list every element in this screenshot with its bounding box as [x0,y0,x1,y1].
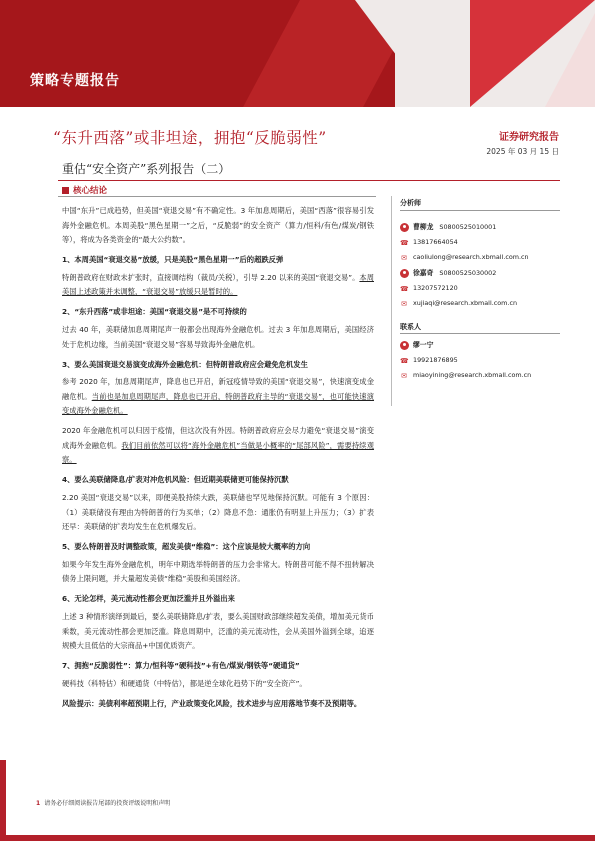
summary-intro: 中国“东升”已成趋势，但美国“衰退交易”有不确定性。3 年加息周期后，美国“西落”很容易引发海外金融危机。本周美股“黑色星期一”之后，“反脆弱”的安全资产（算力/恒科/有色/煤炭/钢铁等），将成为各类资金的“最大公约数”。 [62,206,374,245]
header-banner [0,0,595,107]
summary-item-heading: 1、本周美国“衰退交易”放缓，只是美股“黑色星期一”后的超跌反弹 [62,255,284,265]
summary-item-heading: 7、拥抱“反脆弱性”：算力/恒科等“硬科技”+有色/煤炭/钢铁等“硬通货” [62,661,300,671]
email-address[interactable]: xujiaqi@research.xbmall.com.cn [413,299,518,307]
page-title: “东升西落”或非坦途，拥抱“反脆弱性” [53,129,327,147]
email-icon: ✉ [401,253,407,262]
summary-heading: 核心结论 [62,184,107,196]
summary-item-6: 6、无论怎样，美元流动性都会更加泛滥并且外溢出来 上述 3 种情形演绎到最后，要么美联储降息/扩表，要么美国财政部继续超发美债，增加美元货币乘数，美元流动性都会更加泛滥。降息周期中，泛滥的美元流动性，会从美国外溢到全球，追逐规模大且低估的大宗商品+中国优质资产。 [62,594,374,651]
email-icon: ✉ [401,299,407,308]
avatar [400,341,409,350]
summary-item-heading: 2、“东升西落”或非坦途：美国“衰退交易”是不可持续的 [62,307,247,317]
cert-number: S0800525010001 [439,223,497,231]
summary-item-heading: 4、要么美联储降息/扩表对冲危机风险：但近期美联储更可能保持沉默 [62,475,289,485]
phone-icon: ☎ [400,238,409,247]
contact-card: 缪一宁 ☎ 19921876895 ✉ miaoyining@research.xbmall.com.cn [400,341,532,380]
contacts-label: 联系人 [400,323,421,331]
phone-number: 19921876895 [413,356,458,364]
page-number: 1 [36,800,41,807]
phone-icon: ☎ [400,284,409,293]
email-icon: ✉ [401,371,407,380]
title-divider [58,180,560,181]
summary-item-heading: 5、要么特朗普及时调整政策，超发美债“维稳”：这个应该是较大概率的方向 [62,542,311,552]
analysts-label: 分析师 [400,199,421,207]
summary-item-2: 2、“东升西落”或非坦途：美国“衰退交易”是不可持续的 过去 40 年，美联储加息周期尾声一般都会出现海外金融危机。过去 3 年加息周期后，美国经济处于危机边缘，当前美国“衰退交易”容易导致海外金融危机。 [62,307,374,349]
phone-number: 13207572120 [413,284,458,292]
risk-warning: 风险提示：美债利率超预期上行，产业政策变化风险，技术进步与应用落地节奏不及预期等。 [62,698,362,708]
document-type: 证券研究报告 [499,132,559,143]
page-subtitle: 重估“安全资产”系列报告（二） [62,162,231,176]
summary-item-heading: 3、要么美国衰退交易演变成海外金融危机：但特朗普政府应会避免危机发生 [62,359,308,369]
disclaimer-note: 请务必仔细阅读报告尾部的投资评级说明和声明 [44,800,171,807]
cert-number: S0800525030002 [439,269,497,277]
phone-number: 13817664054 [413,238,458,246]
report-date: 2025 年 03 月 15 日 [486,147,559,156]
summary-item-4: 4、要么美联储降息/扩表对冲危机风险：但近期美联储更可能保持沉默 2.20 美国“衰退交易”以来，即便美股持续大跌，美联储也罕见地保持沉默。可能有 3 个原因：（1）美联储没有理由为特朗普的行为买单；（2）降息不急：通胀仍有明显上升压力；（3）扩表还早：美联储的扩表均发生在危机爆发后。 [62,475,374,532]
summary-item-5: 5、要么特朗普及时调整政策，超发美债“维稳”：这个应该是较大概率的方向 如果今年发生海外金融危机，明年中期选举特朗普的压力会非常大。特朗普可能不得不扭转解决债务上限问题，并大量超发美债“维稳”美股和美国经济。 [62,542,374,584]
footer [36,798,170,807]
square-bullet-icon [62,187,69,194]
summary-item-3: 3、要么美国衰退交易演变成海外金融危机：但特朗普政府应会避免危机发生 参考 2020 年，加息周期尾声，降息也已开启，新冠疫情导致的美国“衰退交易”，快速演变成金融危机。当前也是加息周期尾声，降息也已开启，特朗普政府主导的“衰退交易”，也可能快速演变成海外金融危机。 2020 年金融危机可以归因于疫情，但这次没有外因。特朗普政府应会尽力避免“衰退交易”演变成海外金融危机。我们目前依然可以将“海外金融危机”当做是小概率的“尾部风险”，需要持续观察。 [62,359,375,465]
report-category: 策略专题报告 [30,73,120,89]
footer-base-bar [0,835,595,841]
summary-item-heading: 6、无论怎样，美元流动性都会更加泛滥并且外溢出来 [62,594,235,604]
phone-icon: ☎ [400,356,409,365]
analyst-card: 曹柳龙 S0800525010001 ☎ 13817664054 ✉ caoliulong@research.xbmall.com.cn [400,223,529,262]
summary-item-1: 1、本周美国“衰退交易”放缓，只是美股“黑色星期一”后的超跌反弹 特朗普政府在财政未扩张时，直接调结构（裁员/关税），引导 2.20 以来的美国“衰退交易”。本周美国上述政策并未调整，“衰退交易”放缓只是暂时的。 [62,255,374,297]
footer-accent [0,760,6,841]
avatar [400,269,409,278]
analyst-card: 徐嘉奇 S0800525030002 ☎ 13207572120 ✉ xujiaqi@research.xbmall.com.cn [400,269,518,308]
summary-divider [58,196,376,197]
summary-body [62,204,374,717]
avatar [400,223,409,232]
column-divider [391,196,392,406]
email-address[interactable]: caoliulong@research.xbmall.com.cn [413,253,529,261]
analysts-divider [400,210,560,211]
contacts-divider [400,333,560,334]
summary-item-7: 7、拥抱“反脆弱性”：算力/恒科等“硬科技”+有色/煤炭/钢铁等“硬通货” 硬科技（科特估）和硬通货（中特估），都是逆全球化趋势下的“安全资产”。 [62,659,374,691]
email-address[interactable]: miaoyining@research.xbmall.com.cn [413,371,532,379]
